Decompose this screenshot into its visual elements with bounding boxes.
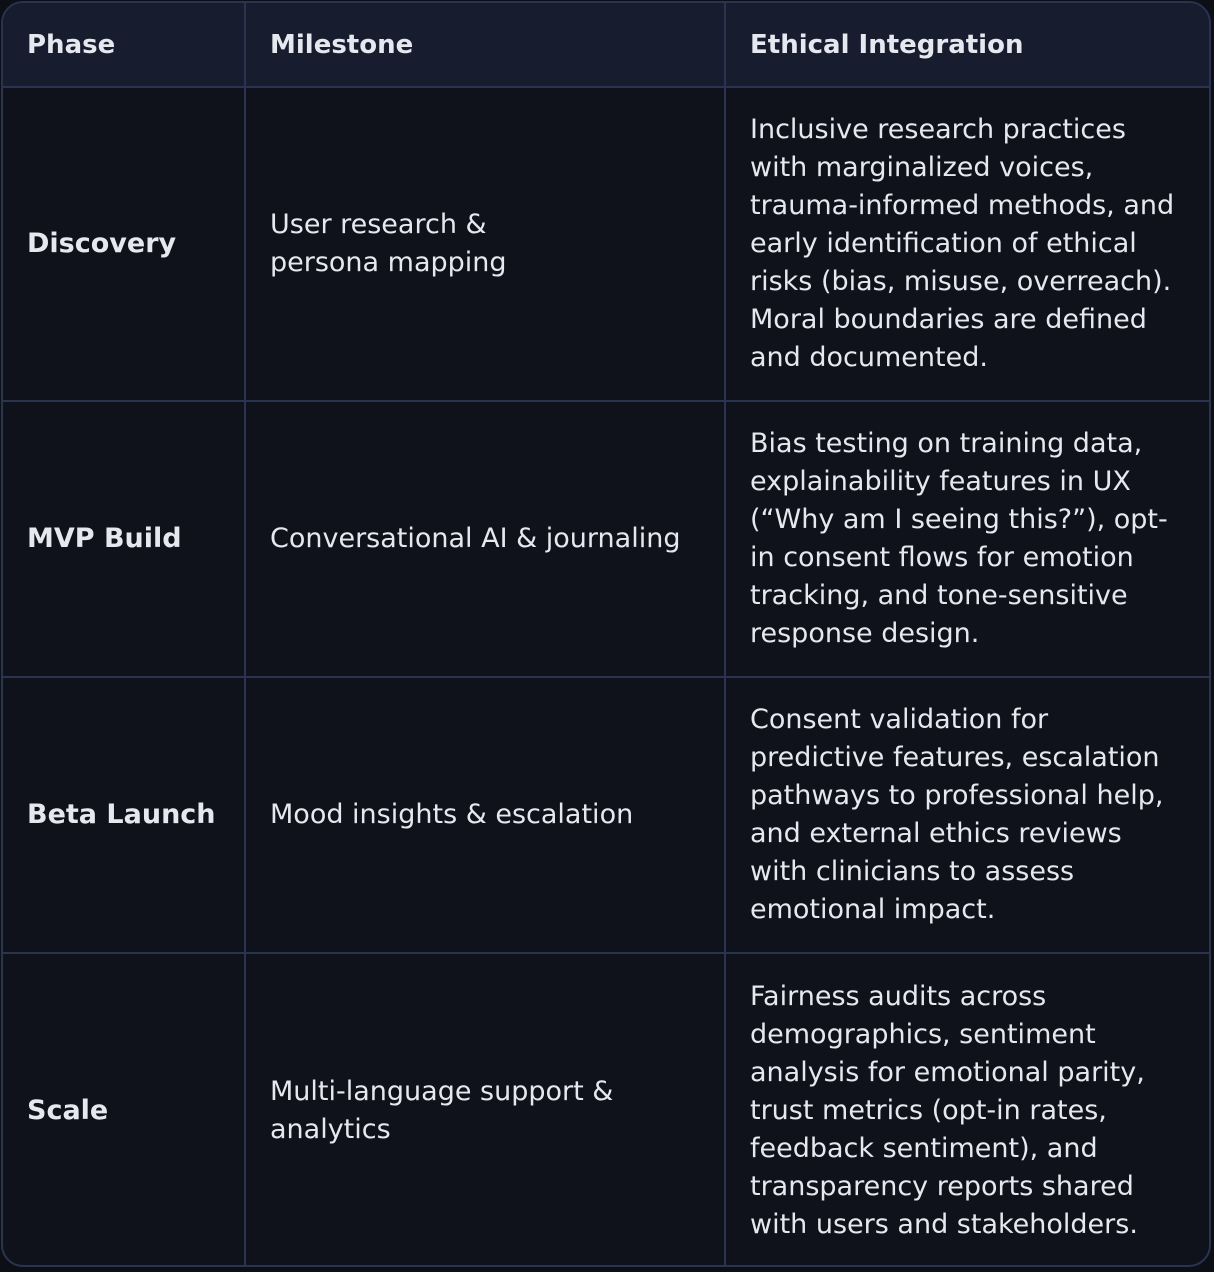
milestone-text: User research & persona mapping xyxy=(270,209,507,278)
roadmap-table xyxy=(1,1,1211,1267)
table-header-row xyxy=(3,3,1209,87)
table-row xyxy=(3,953,1209,1267)
milestone-cell: Mood insights & escalation xyxy=(245,677,725,953)
header-milestone: Milestone xyxy=(245,3,725,87)
ethical-integration-cell: Consent validation for predictive features, escalation pathways to professional help, and external ethics reviews with clinicians to assess emotional impact. xyxy=(725,677,1209,953)
phase-cell: Beta Launch xyxy=(3,677,245,953)
milestone-cell xyxy=(245,87,725,401)
table-row xyxy=(3,677,1209,953)
ethical-integration-cell: Inclusive research practices with marginalized voices, trauma-informed methods, and early identification of ethical risks (bias, misuse, overreach). Moral boundaries are defined and documented. xyxy=(725,87,1209,401)
table-row xyxy=(3,401,1209,677)
roadmap-table-grid xyxy=(3,3,1209,1267)
phase-cell: Scale xyxy=(3,953,245,1267)
milestone-cell xyxy=(245,953,725,1267)
phase-cell: MVP Build xyxy=(3,401,245,677)
milestone-cell: Conversational AI & journaling xyxy=(245,401,725,677)
phase-cell: Discovery xyxy=(3,87,245,401)
milestone-text: Multi-language support & analytics xyxy=(270,1075,614,1145)
table-row xyxy=(3,87,1209,401)
ethical-integration-cell: Fairness audits across demographics, sentiment analysis for emotional parity, trust metrics (opt-in rates, feedback sentiment), and transparency reports shared with users and stakeholders. xyxy=(725,953,1209,1267)
ethical-integration-cell: Bias testing on training data, explainability features in UX (“Why am I seeing this?”), opt-in consent flows for emotion tracking, and tone-sensitive response design. xyxy=(725,401,1209,677)
header-phase: Phase xyxy=(3,3,245,87)
header-ethical-integration: Ethical Integration xyxy=(725,3,1209,87)
